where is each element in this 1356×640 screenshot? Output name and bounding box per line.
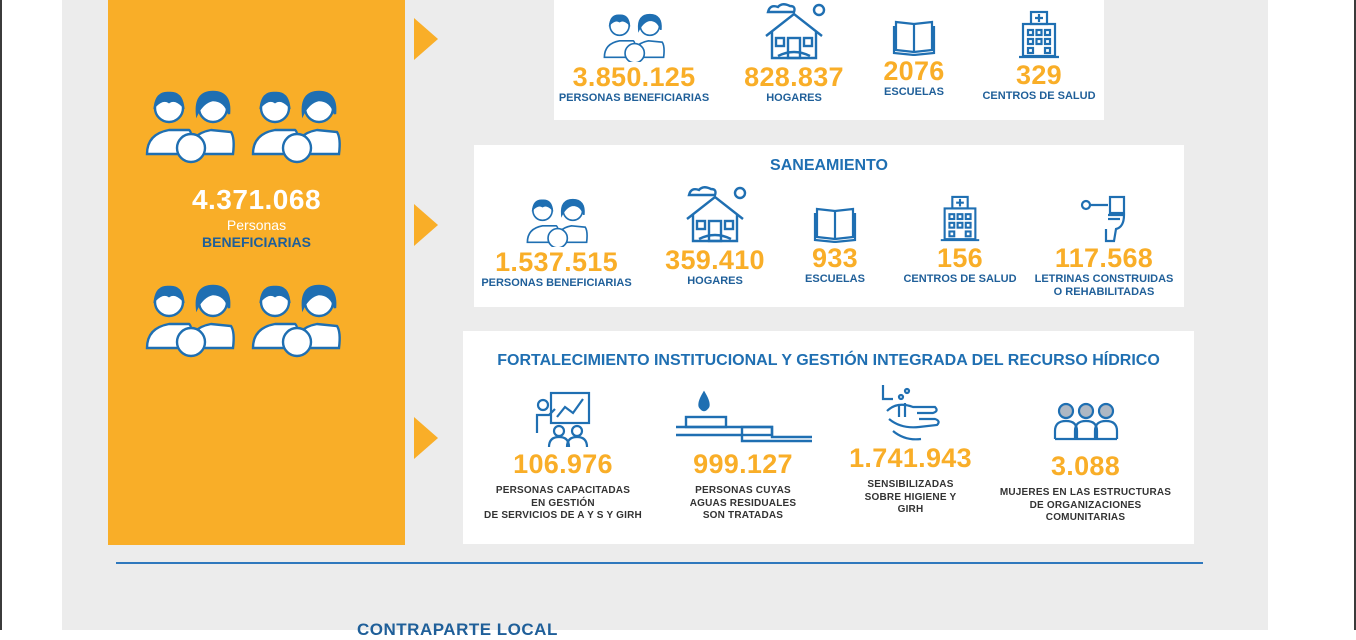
women-group-icon (1053, 401, 1119, 441)
stat-hogares (650, 185, 780, 288)
arrow-agua (414, 18, 438, 60)
hospital-icon (938, 195, 982, 243)
panel-title: FORTALECIMIENTO INSTITUCIONAL Y GESTIÓN INTEGRADA DEL RECURSO HÍDRICO (497, 352, 1160, 369)
stat-label: ESCUELAS (805, 273, 865, 285)
stat-escuelas (869, 16, 959, 99)
footer-title: CONTRAPARTE LOCAL (357, 620, 558, 639)
stat-escuelas (790, 203, 880, 286)
stat-hogares (729, 2, 859, 105)
total-beneficiaries-sub: Personas (226, 217, 287, 233)
people-group-icon (145, 282, 345, 360)
stat-mujeres (993, 401, 1178, 525)
stat-capacitadas (463, 389, 663, 523)
stat-value: 106.976 (513, 449, 613, 479)
stat-value: 2076 (883, 56, 945, 86)
stat-value: 999.127 (693, 449, 793, 479)
stat-personas (554, 10, 714, 105)
stat-value: 156 (937, 243, 983, 273)
stat-label: ESCUELAS (884, 86, 944, 98)
stat-value: 828.837 (744, 62, 844, 92)
stat-label: SENSIBILIZADAS SOBRE HIGIENE Y GIRH (864, 479, 957, 515)
stat-value: 933 (812, 243, 858, 273)
beneficiaries-sidebar (108, 0, 405, 545)
arrow-saneamiento (414, 204, 438, 246)
stat-value: 1.537.515 (495, 247, 618, 277)
stat-label: PERSONAS CUYAS AGUAS RESIDUALES SON TRATADAS (689, 485, 797, 521)
stat-label: PERSONAS CAPACITADAS EN GESTIÓN DE SERVICIOS DE A Y S Y GIRH (484, 485, 642, 521)
fortalecimiento-panel (463, 331, 1194, 544)
stat-label: CENTROS DE SALUD (903, 273, 1017, 285)
people-icon (526, 195, 588, 247)
house-icon (683, 185, 747, 245)
stat-value: 329 (1016, 60, 1062, 90)
stat-value: 1.741.943 (849, 443, 972, 473)
hospital-icon (1017, 10, 1061, 60)
stat-centros-salud (974, 10, 1104, 103)
stat-personas (474, 195, 639, 290)
stat-value: 3.850.125 (572, 62, 696, 92)
stat-label: HOGARES (766, 92, 822, 104)
stat-value: 117.568 (1054, 243, 1154, 273)
stat-label: PERSONAS BENEFICIARIAS (558, 92, 710, 104)
frame-left-border (0, 0, 2, 630)
house-icon (762, 2, 826, 62)
stat-label: CENTROS DE SALUD (982, 90, 1096, 102)
total-beneficiaries-label: BENEFICIARIAS (202, 234, 311, 250)
stat-label: LETRINAS CONSTRUIDAS O REHABILITADAS (1034, 273, 1174, 298)
stat-label: MUJERES EN LAS ESTRUCTURAS DE ORGANIZACIONES COMUNITARIAS (999, 487, 1172, 523)
stat-label: HOGARES (687, 275, 743, 287)
people-group-icon (145, 88, 345, 166)
agua-panel (554, 0, 1104, 120)
stat-value: 3.088 (1050, 451, 1121, 481)
stat-aguas-residuales (668, 389, 818, 523)
people-icon (603, 10, 665, 62)
section-divider (116, 562, 1203, 564)
panel-title: SANEAMIENTO (770, 157, 888, 174)
saneamiento-panel (474, 145, 1184, 307)
total-beneficiaries-value: 4.371.068 (191, 184, 322, 215)
handwashing-icon (879, 383, 943, 443)
stat-letrinas (1029, 195, 1179, 299)
toilet-icon (1080, 195, 1128, 243)
stat-value: 359.410 (665, 245, 765, 275)
water-treatment-icon (672, 389, 812, 445)
stat-centros-salud (895, 195, 1025, 286)
stat-sensibilizadas (838, 383, 983, 517)
stat-label: PERSONAS BENEFICIARIAS (481, 277, 632, 289)
arrow-fortalecimiento (414, 417, 438, 459)
book-icon (892, 16, 936, 56)
training-icon (533, 389, 593, 449)
book-icon (813, 203, 857, 243)
